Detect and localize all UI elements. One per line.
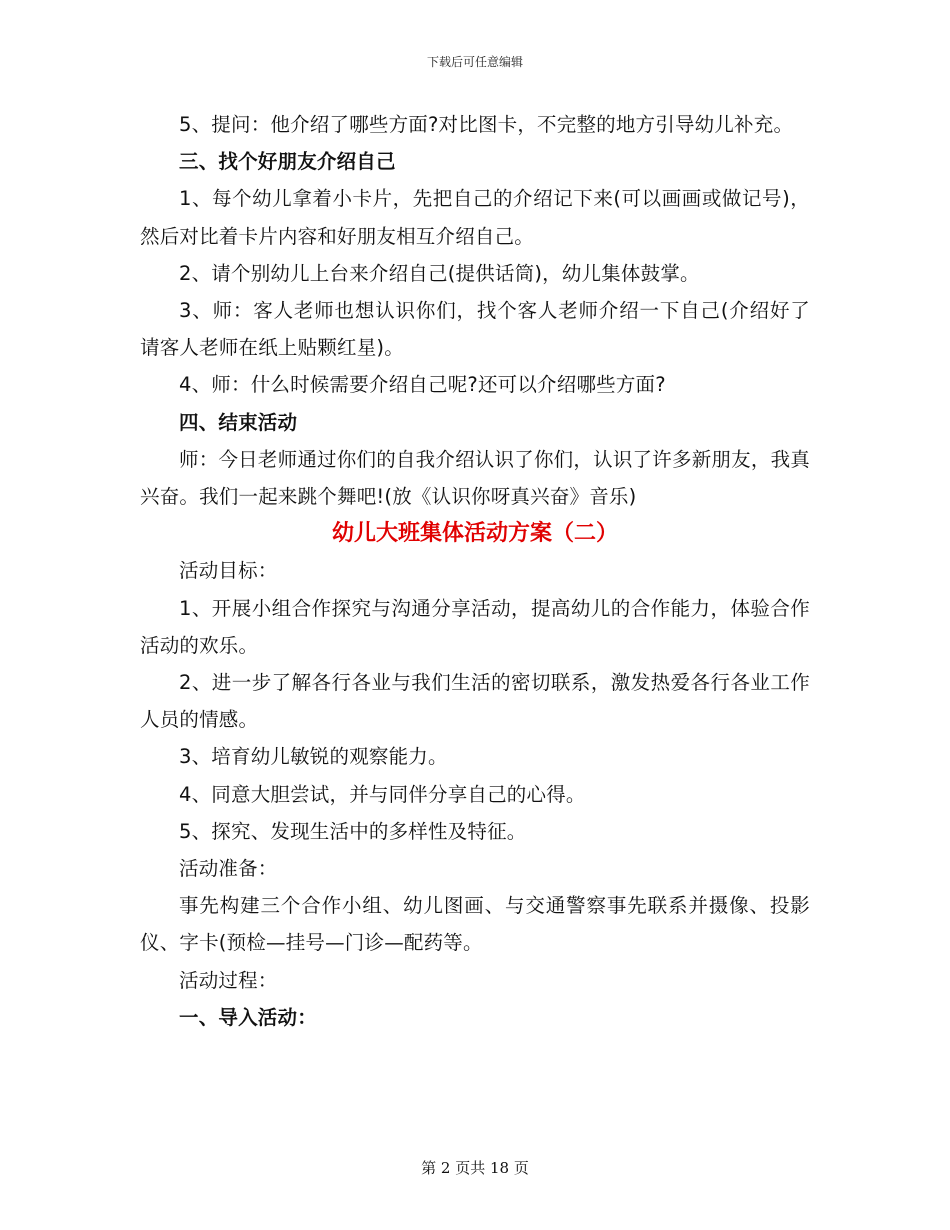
paragraph: 1、开展小组合作探究与沟通分享活动，提高幼儿的合作能力，体验合作活动的欢乐。 [140,596,810,657]
paragraph: 事先构建三个合作小组、幼儿图画、与交通警察事先联系并摄像、投影仪、字卡(预检—挂号—门诊—配药等。 [140,894,810,955]
paragraph: 1、每个幼儿拿着小卡片，先把自己的介绍记下来(可以画画或做记号)，然后对比着卡片内容和好朋友相互介绍自己。 [140,187,810,248]
paragraph: 4、师：什么时候需要介绍自己呢?还可以介绍哪些方面? [179,373,666,397]
section-heading: 三、找个好朋友介绍自己 [179,150,396,174]
document-body [140,106,810,1036]
page-footer: 第 2 页共 18 页 [421,1159,529,1177]
paragraph: 4、同意大胆尝试，并与同伴分享自己的心得。 [179,782,586,806]
paragraph: 5、提问：他介绍了哪些方面?对比图卡，不完整的地方引导幼儿补充。 [179,113,794,136]
paragraph: 3、培育幼儿敏锐的观察能力。 [179,745,448,769]
paragraph: 2、请个别幼儿上台来介绍自己(提供话筒)，幼儿集体鼓掌。 [179,261,700,285]
paragraph: 3、师：客人老师也想认识你们，找个客人老师介绍一下自己(介绍好了请客人老师在纸上贴颗红星)。 [140,299,810,360]
paragraph: 活动目标： [179,559,278,583]
paragraph: 活动过程： [179,968,278,992]
section-heading: 四、结束活动 [179,410,298,434]
paragraph: 师：今日老师通过你们的自我介绍认识了你们，认识了许多新朋友，我真兴奋。我们一起来跳个舞吧!(放《认识你呀真兴奋》音乐) [140,447,810,509]
paragraph: 5、探究、发现生活中的多样性及特征。 [179,819,527,843]
paragraph: 活动准备： [179,857,278,881]
page-header: 下载后可任意编辑 [426,55,523,69]
document-title: 幼儿大班集体活动方案（二） [331,521,618,547]
paragraph: 2、进一步了解各行各业与我们生活的密切联系，激发热爱各行各业工作人员的情感。 [140,671,810,732]
section-heading: 一、导入活动： [179,1005,317,1029]
